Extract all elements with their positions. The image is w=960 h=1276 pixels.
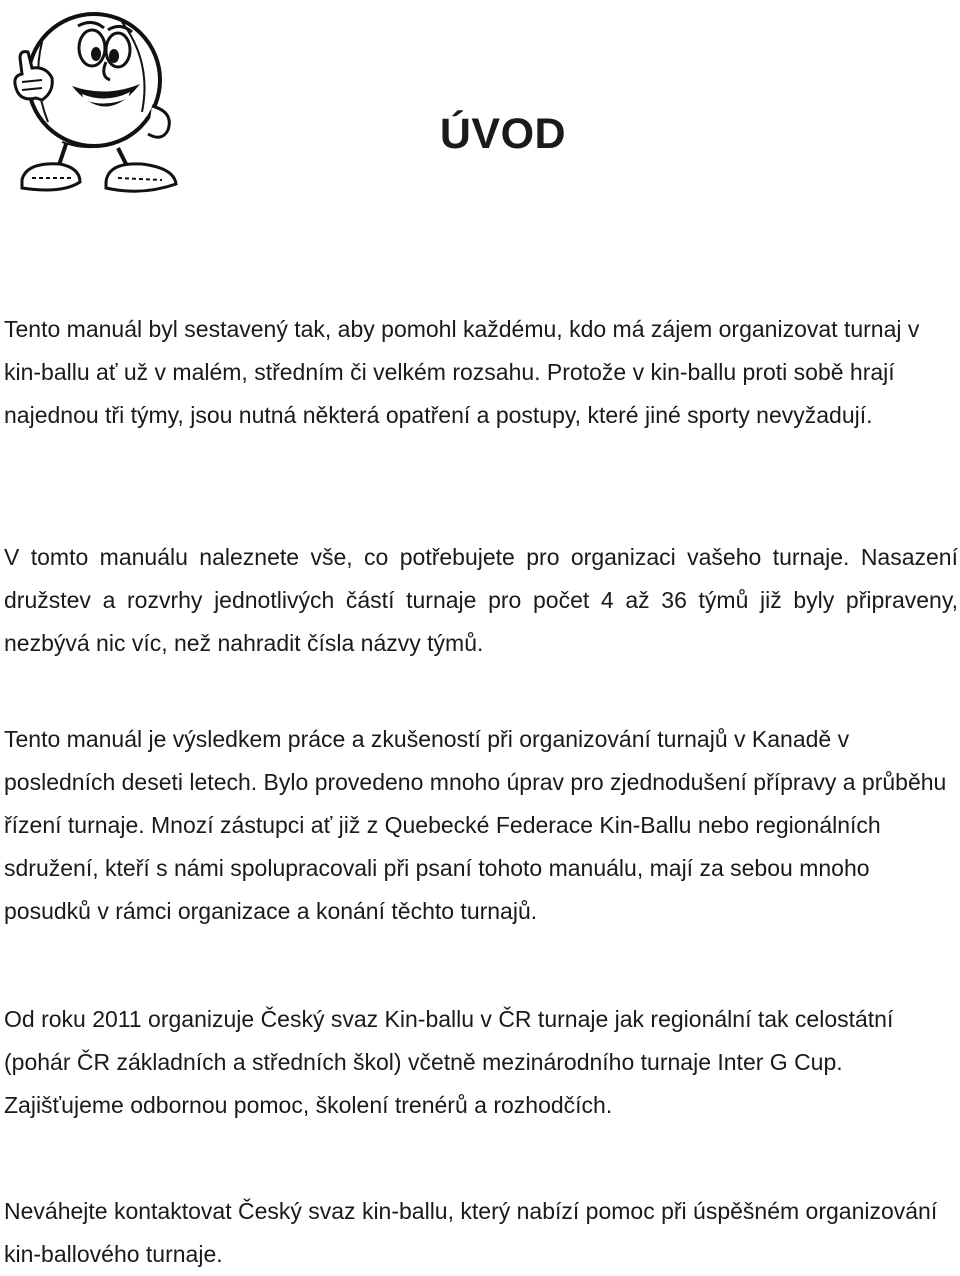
- paragraph-manual-origin: Tento manuál je výsledkem práce a zkušeností při organizování turnajů v Kanadě v posledních deseti letech. Bylo provedeno mnoho úprav pro zjednodušení přípravy a průběhu řízení turnaje. Mnozí zástupci ať již z Quebecké Federace Kin-Ballu nebo regionálních sdružení, kteří s námi spolupracovali při psaní tohoto manuálu, mají za sebou mnoho posudků v rámci organizace a konání těchto turnajů.: [4, 726, 947, 924]
- paragraph-czech-association: Od roku 2011 organizuje Český svaz Kin-ballu v ČR turnaje jak regionální tak celostátní (pohár ČR základních a středních škol) včetně mezinárodního turnaje Inter G Cup. Zajišťujeme odbornou pomoc, školení trenérů a rozhodčích.: [4, 1006, 894, 1118]
- paragraph-intro: Tento manuál byl sestavený tak, aby pomohl každému, kdo má zájem organizovat turnaj v kin-ballu ať už v malém, středním či velkém rozsahu. Protože v kin-ballu proti sobě hrají najednou tři týmy, jsou nutná některá opatření a postupy, které jiné sporty nevyžadují.: [4, 316, 920, 428]
- paragraph-contact: Neváhejte kontaktovat Český svaz kin-ballu, který nabízí pomoc při úspěšném organizování kin-ballového turnaje.: [4, 1198, 938, 1267]
- kin-ball-mascot-icon: [2, 2, 182, 198]
- paragraph-manual-contents: V tomto manuálu naleznete vše, co potřebujete pro organizaci vašeho turnaje. Nasazení družstev a rozvrhy jednotlivých částí turnaje pro počet 4 až 36 týmů již byly připraveny, nezbývá nic víc, než nahradit čísla názvy týmů.: [4, 544, 958, 656]
- page-title: ÚVOD: [439, 110, 567, 158]
